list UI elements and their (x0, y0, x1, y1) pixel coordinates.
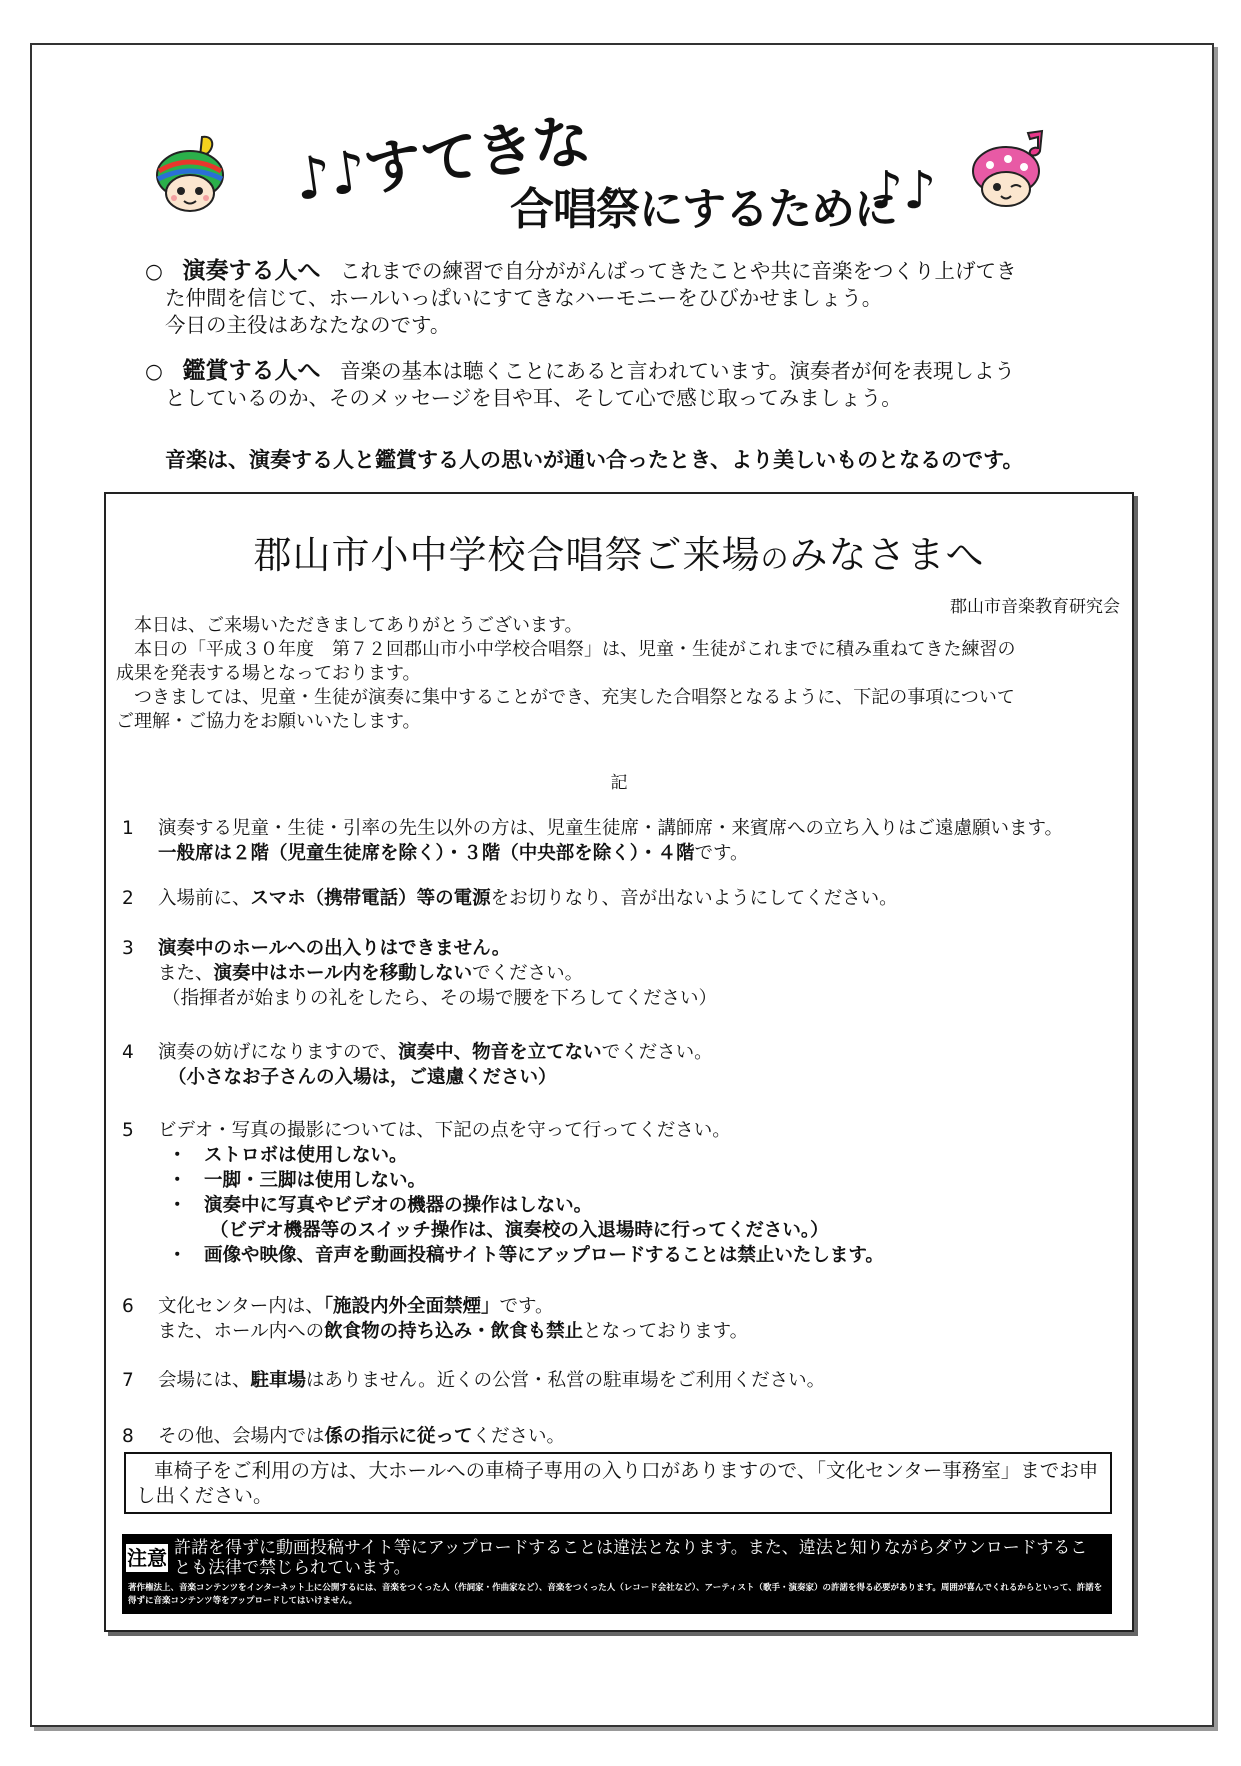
rule-text: はありません。近くの公営・私営の駐車場をご利用ください。 (306, 1370, 826, 1391)
rule-item-4 (122, 1040, 1122, 1090)
notice-paragraph: 本日は、ご来場いただきましてありがとうございます。 (134, 615, 583, 636)
notice-title-part: みなさまへ (789, 533, 985, 577)
rule-bullet: 画像や映像、音声を動画投稿サイト等にアップロードすることは禁止いたします。 (204, 1245, 884, 1266)
notice-intro (116, 614, 1126, 734)
rule-text: その他、会場内では (158, 1426, 325, 1447)
intro-text-cont: た仲間を信じて、ホールいっぱいにすてきなハーモニーをひびかせましょう。 (165, 286, 883, 310)
intro-performers (145, 258, 1105, 339)
organization-name: 郡山市音楽教育研究会 (950, 597, 1120, 617)
rule-number: 6 (122, 1296, 134, 1317)
notice-paragraph: ご理解・ご協力をお願いいたします。 (116, 711, 421, 732)
notice-paragraph: 本日の「平成３０年度 第７２回郡山市小中学校合唱祭」は、児童・生徒がこれまでに積み重ねてきた練習の (134, 639, 1016, 660)
rule-bold: 駐車場 (250, 1370, 307, 1391)
intro-lead-listeners: 鑑賞する人へ (182, 358, 321, 384)
intro-listeners (145, 358, 1105, 412)
rule-bold: 演奏中、物音を立てない (398, 1042, 602, 1063)
caution-box (122, 1534, 1112, 1614)
rule-number: 3 (122, 938, 134, 959)
rule-text: 演奏する児童・生徒・引率の先生以外の方は、児童生徒席・講師席・来賓席への立ち入りはご遠慮願います。 (158, 818, 1064, 839)
ki-heading: 記 (610, 773, 628, 793)
notice-box (104, 492, 1134, 1632)
rule-number: 1 (122, 818, 134, 839)
rule-bullet: 演奏中に写真やビデオの機器の操作はしない。 (204, 1195, 593, 1216)
bullet-dot: ・ (168, 1145, 187, 1166)
title-sub: 合唱祭にするために (510, 184, 897, 235)
bullet-dot: ・ (168, 1245, 187, 1266)
rule-text: また、 (158, 963, 214, 984)
rule-item-7 (122, 1368, 1122, 1393)
caution-badge: 注意 (127, 1546, 167, 1570)
notice-title-part: 郡山市小中学校合唱祭ご来場 (253, 533, 761, 577)
bullet-dot: ・ (168, 1195, 187, 1216)
rule-bold: スマホ（携帯電話）等の電源 (250, 888, 491, 909)
wheelchair-notice (124, 1452, 1112, 1514)
intro-bullet: ○ (145, 359, 163, 383)
rule-note: （ビデオ機器等のスイッチ操作は、演奏校の入退場時に行ってください。） (210, 1220, 829, 1241)
rule-note: （指揮者が始まりの礼をしたら、その場で腰を下ろしてください） (162, 988, 718, 1009)
wheelchair-text: 車椅子をご利用の方は、大ホールへの車椅子専用の入り口がありますので、「文化センター事務室」までお申し出ください。 (136, 1459, 1099, 1507)
notice-title (106, 524, 1132, 579)
rule-item-5 (122, 1118, 1122, 1268)
rule-bold: 飲食物の持ち込み・飲食も禁止 (324, 1321, 584, 1342)
rule-number: 5 (122, 1120, 134, 1141)
motto: 音楽は、演奏する人と鑑賞する人の思いが通い合ったとき、より美しいものとなるのです。 (165, 448, 1024, 472)
rule-bold: 「施設内外全面禁煙」 (323, 1296, 500, 1317)
rule-text: ください。 (472, 1426, 566, 1447)
rule-bullet: 一脚・三脚は使用しない。 (204, 1170, 427, 1191)
rule-text: でください。 (472, 963, 584, 984)
title-main: ♪♪すてきな (290, 105, 593, 215)
rule-text: です。 (694, 843, 749, 864)
rule-item-1 (122, 816, 1122, 866)
bullet-dot: ・ (168, 1170, 187, 1191)
rule-text: また、ホール内への (158, 1321, 325, 1342)
rule-note: （小さなお子さんの入場は，ご遠慮ください） (168, 1067, 557, 1088)
rule-text: となっております。 (583, 1321, 749, 1342)
rule-text: ビデオ・写真の撮影については、下記の点を守って行ってください。 (158, 1120, 731, 1141)
rule-text: 演奏の妨げになりますので、 (158, 1042, 399, 1063)
title-banner (150, 105, 1050, 245)
rule-bold: 演奏中のホールへの出入りはできません。 (158, 938, 511, 959)
intro-bullet: ○ (145, 259, 163, 283)
intro-text: 音楽の基本は聴くことにあると言われています。演奏者が何を表現しよう (340, 359, 1015, 383)
rule-number: 7 (122, 1370, 134, 1391)
caution-fine-print: 著作権法上、音楽コンテンツをインターネット上に公開するには、音楽をつくった人（作詞家・作曲家など）、音楽をつくった人（レコード会社など）、アーティスト（歌手・演奏家）の許諾を得る必要があります。周囲が喜んでくれるからといって、許諾を得ずに音楽コンテンツ等をアップロードしてはいけません。 (128, 1583, 1103, 1606)
rule-number: 2 (122, 888, 134, 909)
notice-title-part: の (760, 542, 790, 575)
intro-text-cont2: 今日の主役はあなたなのです。 (165, 313, 451, 337)
rule-bold: 一般席は２階（児童生徒席を除く）・３階（中央部を除く）・４階 (158, 843, 695, 864)
mascot-left-icon (150, 135, 232, 217)
rule-item-2 (122, 886, 1122, 911)
rule-item-3 (122, 936, 1122, 1011)
rule-number: 4 (122, 1042, 134, 1063)
mascot-right-icon (968, 129, 1050, 211)
intro-lead-performers: 演奏する人へ (182, 258, 321, 284)
notice-paragraph: 成果を発表する場となっております。 (116, 663, 421, 684)
rule-item-6 (122, 1294, 1122, 1344)
rule-text: 入場前に、 (158, 888, 251, 909)
rule-item-8 (122, 1424, 1122, 1449)
rule-text: 文化センター内は、 (158, 1296, 324, 1317)
caution-text: 許諾を得ずに動画投稿サイト等にアップロードすることは違法となります。また、違法と知りながらダウンロードすることも法律で禁じられています。 (174, 1538, 1088, 1578)
rule-bullet: ストロボは使用しない。 (204, 1145, 408, 1166)
rule-text: をお切りなり、音が出ないようにしてください。 (490, 888, 898, 909)
intro-text-cont: としているのか、そのメッセージを目や耳、そして心で感じ取ってみましょう。 (165, 386, 902, 410)
rule-text: です。 (499, 1296, 554, 1317)
rule-number: 8 (122, 1426, 134, 1447)
rule-bold: 演奏中はホール内を移動しない (213, 963, 473, 984)
rule-text: でください。 (601, 1042, 713, 1063)
rule-bold: 係の指示に従って (324, 1426, 473, 1447)
notice-paragraph: つきましては、児童・生徒が演奏に集中することができ、充実した合唱祭となるように、下記の事項について (134, 687, 1015, 708)
rule-text: 会場には、 (158, 1370, 251, 1391)
title-notes-right: ♪♪ (870, 161, 937, 221)
intro-text: これまでの練習で自分ががんばってきたことや共に音楽をつくり上げてき (340, 259, 1017, 283)
